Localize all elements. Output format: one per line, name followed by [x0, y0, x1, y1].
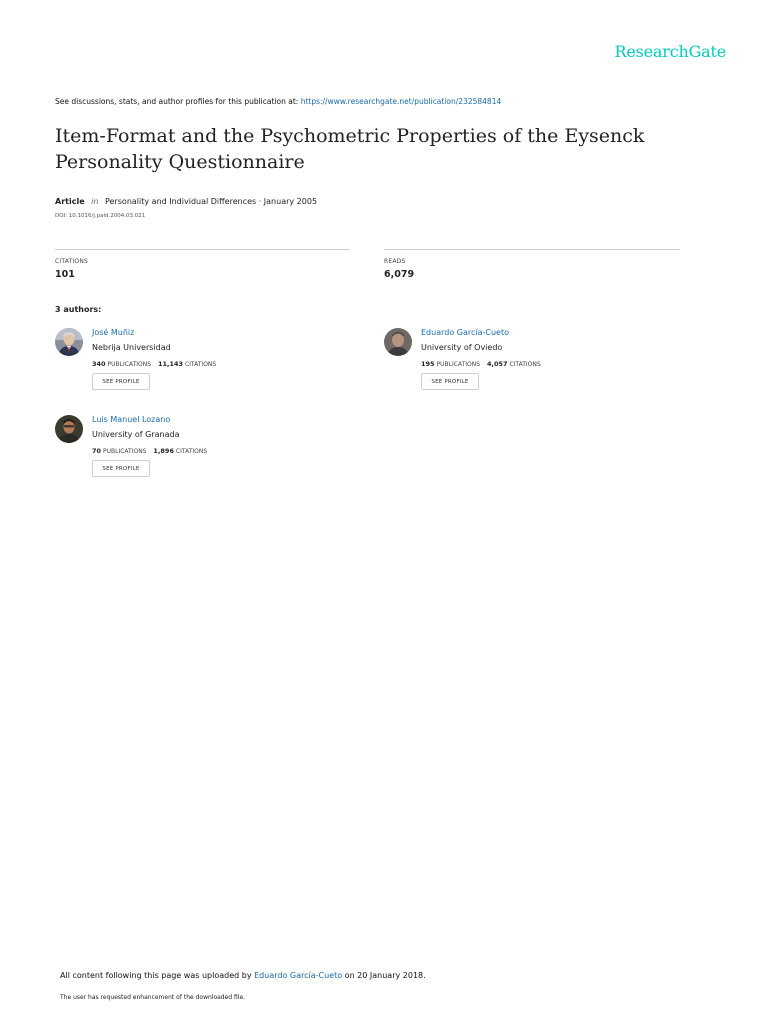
author-institution: University of Oviedo: [421, 343, 503, 352]
author-institution: University of Granada: [92, 430, 180, 439]
authors-heading: 3 authors:: [55, 305, 102, 314]
doi-label: DOI: 10.1016/j.paid.2004.03.021: [55, 213, 146, 219]
publication-title: Item-Format and the Psychometric Properties of the Eysenck Personality Questionnaire: [55, 125, 645, 173]
author-name-link[interactable]: Eduardo García-Cueto: [421, 328, 510, 337]
uploader-link[interactable]: Eduardo García-Cueto: [254, 971, 343, 980]
upload-prefix: All content following this page was uploaded by: [60, 971, 252, 980]
citations-label: CITATIONS: [175, 448, 208, 455]
publications-label: PUBLICATIONS: [436, 361, 481, 368]
author-stats: [92, 447, 207, 455]
reads-label: READS: [384, 258, 406, 265]
publication-type: Article: [55, 197, 85, 206]
citations-count: 1,896: [153, 447, 174, 455]
reads-divider: [384, 249, 680, 250]
publications-count: 195: [421, 360, 435, 368]
publication-url-link[interactable]: https://www.researchgate.net/publication/232584814: [300, 97, 502, 106]
citations-count: 101: [55, 269, 75, 280]
reads-count: 6,079: [384, 269, 415, 280]
author-avatar[interactable]: [384, 328, 412, 356]
author-name-link[interactable]: José Muñiz: [92, 328, 135, 337]
publication-meta: [55, 197, 317, 206]
author-avatar[interactable]: [55, 415, 83, 443]
author-card: [55, 328, 355, 398]
see-profile-button[interactable]: SEE PROFILE: [421, 373, 479, 390]
citations-divider: [55, 249, 350, 250]
author-card: [384, 328, 684, 398]
upload-notice: [60, 971, 426, 980]
researchgate-logo[interactable]: ResearchGate: [614, 42, 726, 61]
citations-label: CITATIONS: [184, 361, 217, 368]
discussion-prefix: See discussions, stats, and author profiles for this publication at:: [55, 97, 299, 106]
author-avatar[interactable]: [55, 328, 83, 356]
author-institution: Nebrija Universidad: [92, 343, 171, 352]
citations-count: 11,143: [157, 360, 184, 368]
author-card: [55, 415, 355, 485]
in-label: in: [91, 197, 99, 206]
author-stats: [92, 360, 216, 368]
publications-label: PUBLICATIONS: [102, 448, 147, 455]
citations-label: CITATIONS: [509, 361, 541, 368]
journal-date: Personality and Individual Differences · January 2005: [105, 197, 318, 206]
author-stats: [421, 360, 541, 368]
enhancement-note: The user has requested enhancement of the downloaded file.: [60, 994, 246, 1001]
author-name-link[interactable]: Luis Manuel Lozano: [92, 415, 171, 424]
see-profile-button[interactable]: SEE PROFILE: [92, 460, 150, 477]
citations-label: CITATIONS: [55, 258, 89, 265]
publications-label: PUBLICATIONS: [107, 361, 152, 368]
discussion-line: [55, 97, 501, 106]
publications-count: 340: [92, 360, 106, 368]
citations-count: 4,057: [486, 360, 508, 368]
upload-date: on 20 January 2018.: [344, 971, 426, 980]
publications-count: 70: [92, 447, 102, 455]
see-profile-button[interactable]: SEE PROFILE: [92, 373, 150, 390]
